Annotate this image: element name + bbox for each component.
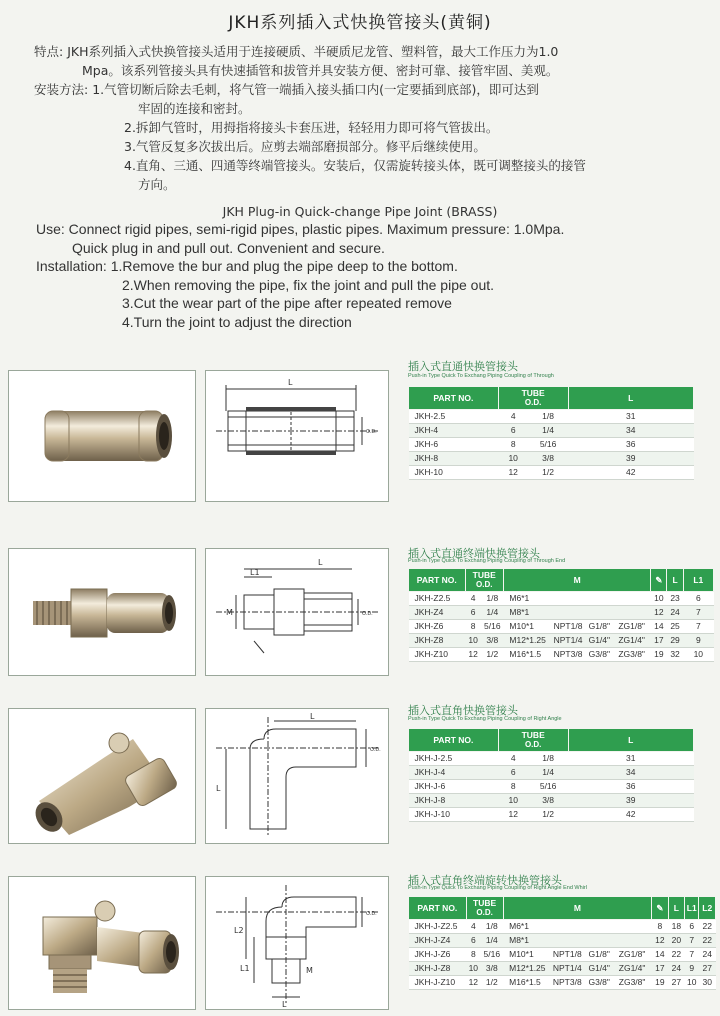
table-cell: JKH-J-Z2.5 (409, 920, 467, 934)
table-cell: 12 (466, 976, 480, 990)
table-cell: 5/16 (481, 948, 504, 962)
table-cell: G3/8" (586, 648, 612, 662)
table-cell: 1/2 (481, 648, 503, 662)
table-cell: ZG1/8" (612, 620, 650, 634)
table-cell: 17 (651, 634, 667, 648)
table-cell: 18 (668, 920, 684, 934)
col-l: L (568, 729, 693, 752)
dim-m-label: M (226, 608, 233, 617)
table-cell: ZG3/8" (613, 976, 652, 990)
right-angle-connector-image (9, 709, 195, 843)
installation-step-4: 4.Turn the joint to adjust the direction (122, 313, 352, 330)
table-cell: 22 (699, 934, 716, 948)
col-m: M (503, 897, 652, 920)
table-row (409, 934, 716, 948)
table-cell: 39 (568, 794, 693, 808)
drawing-straight-end (205, 548, 389, 676)
table-cell: 14 (651, 620, 667, 634)
table-cell: ZG1/8" (613, 948, 652, 962)
table-row (409, 780, 694, 794)
table-cell: 32 (667, 648, 683, 662)
table-cell: M8*1 (503, 606, 549, 620)
table-cell: 31 (568, 752, 693, 766)
table-cell: 1/2 (528, 466, 568, 480)
right-angle-end-technical-drawing (206, 877, 388, 1009)
table-cell: 5/16 (481, 620, 503, 634)
table-row (409, 808, 694, 822)
installation-step-2: 2.When removing the pipe, fix the joint and pull the pipe out. (122, 276, 495, 293)
table-cell: JKH-J-Z8 (409, 962, 467, 976)
col-l: L (668, 897, 684, 920)
installation-step-1: Installation: 1.Remove the bur and plug the pipe deep to the bottom. (36, 258, 458, 274)
table-cell: 10 (466, 962, 480, 976)
table-cell: JKH-2.5 (409, 410, 499, 424)
table-cell: 30 (699, 976, 716, 990)
table-cell: 10 (498, 452, 528, 466)
straight-connector-image (9, 371, 195, 501)
table-cell: 27 (668, 976, 684, 990)
table-cell: 10 (685, 976, 699, 990)
table-cell: 29 (667, 634, 683, 648)
use-line-2: Quick plug in and pull out. Convenient and secure. (72, 239, 385, 256)
col-m: M (503, 569, 650, 592)
table-cell: 10 (498, 794, 528, 808)
table-cell: M6*1 (503, 920, 549, 934)
table-cell: NPT3/8 (549, 976, 586, 990)
table-right-angle-end (408, 896, 716, 990)
dim-l1-label: L1 (240, 964, 250, 973)
table-cell (612, 606, 650, 620)
chinese-description (34, 42, 694, 194)
table-cell: M6*1 (503, 592, 549, 606)
table-cell: 12 (652, 934, 668, 948)
table-cell: JKH-Z10 (409, 648, 466, 662)
table-cell: ZG1/4" (612, 634, 650, 648)
table-cell: 3/8 (481, 962, 504, 976)
col-l2: L2 (699, 897, 716, 920)
table1-subtitle: Push-in Type Quick To Exchang Piping Coupling of Through (408, 373, 554, 379)
table-cell: JKH-J-Z10 (409, 976, 467, 990)
table-cell: JKH-10 (409, 466, 499, 480)
table-row (409, 976, 716, 990)
table-cell: 24 (667, 606, 683, 620)
table-cell: JKH-J-4 (409, 766, 499, 780)
table-cell: 3/8 (528, 452, 568, 466)
table-cell: 36 (568, 780, 693, 794)
table-row (409, 592, 714, 606)
table-cell: JKH-8 (409, 452, 499, 466)
table-cell: 42 (568, 466, 693, 480)
table-cell: 1/8 (481, 920, 504, 934)
features-label: 特点: (34, 44, 64, 59)
col-part: PART NO. (409, 387, 499, 410)
features-line-1: 特点: JKH系列插入式快换管接头适用于连接硬质、半硬质尼龙管、塑料管，最大工作压力为1.0 (34, 44, 559, 59)
table-row (409, 438, 694, 452)
table-cell: G1/8" (586, 620, 612, 634)
english-description (36, 220, 706, 331)
table-cell: JKH-Z4 (409, 606, 466, 620)
dim-m-label: M (306, 966, 313, 975)
install-line-1b: 牢固的连接和密封。 (138, 101, 251, 116)
table-row (409, 648, 714, 662)
table-cell: 8 (466, 948, 480, 962)
table-cell: 22 (699, 920, 716, 934)
table-row (409, 948, 716, 962)
table-cell: 12 (498, 466, 528, 480)
table-cell: 4 (465, 592, 481, 606)
table2-subtitle: Push-in Type Quick To Exchang Piping Coupling of Through End (408, 558, 566, 564)
table-cell: 1/2 (481, 976, 504, 990)
dim-od-label: O.D. (366, 911, 377, 917)
table-cell: NPT1/8 (549, 948, 586, 962)
drawing-right-angle (205, 708, 389, 844)
table-cell: JKH-6 (409, 438, 499, 452)
table-cell: 3/8 (528, 794, 568, 808)
table-cell: 34 (568, 766, 693, 780)
install-step-3: 3.气管反复多次拔出后。应剪去端部磨损部分。修平后继续使用。 (124, 139, 486, 154)
table-cell: 6 (498, 766, 528, 780)
table-row (409, 962, 716, 976)
page-title: JKH系列插入式快换管接头(黄铜) (228, 13, 492, 33)
table-cell: M16*1.5 (503, 648, 549, 662)
table-cell: NPT1/4 (549, 962, 586, 976)
dim-l2-label: L2 (234, 926, 244, 935)
table-cell: 10 (465, 634, 481, 648)
table-cell: 10 (651, 592, 667, 606)
table-row (409, 424, 694, 438)
table-cell: NPT1/8 (550, 620, 586, 634)
drawing-straight (205, 370, 389, 502)
install-line-1: 安装方法: 1.气管切断后除去毛刺，将气管一端插入接头插口内(一定要插到底部)，即可达到 (34, 82, 539, 97)
table-cell: 9 (685, 962, 699, 976)
table-cell: M8*1 (503, 934, 549, 948)
table-cell: 9 (683, 634, 713, 648)
table-cell (549, 934, 586, 948)
table-cell: JKH-Z2.5 (409, 592, 466, 606)
table-cell (550, 592, 586, 606)
table-cell: 12 (498, 808, 528, 822)
table-cell: G1/4" (586, 962, 613, 976)
table-cell: 19 (652, 976, 668, 990)
table-cell (586, 920, 613, 934)
table-cell: 31 (568, 410, 693, 424)
table-cell: 7 (685, 948, 699, 962)
table-cell: 6 (683, 592, 713, 606)
use-line-1: Use: Connect rigid pipes, semi-rigid pipes, plastic pipes. Maximum pressure: 1.0Mpa. (36, 221, 565, 237)
table-cell: 12 (465, 648, 481, 662)
table-cell: 1/8 (481, 592, 503, 606)
table-cell (586, 592, 612, 606)
table-cell: 7 (683, 620, 713, 634)
table-row (409, 606, 714, 620)
table-cell: 5/16 (528, 780, 568, 794)
dim-l-label: L (318, 558, 323, 567)
install-label: 安装方法: (34, 82, 89, 97)
table-cell (612, 592, 650, 606)
col-part: PART NO. (409, 569, 466, 592)
table-cell: ZG1/4" (613, 962, 652, 976)
col-tube: TUBE O.D. (498, 729, 568, 752)
col-wrench (652, 897, 668, 920)
table-cell: NPT1/4 (550, 634, 586, 648)
table-row (409, 634, 714, 648)
table-row (409, 452, 694, 466)
dim-l1-label: L1 (250, 568, 260, 577)
table-straight (408, 386, 694, 480)
table-cell: M10*1 (503, 620, 549, 634)
table-cell: 1/4 (481, 934, 504, 948)
table-cell: 23 (667, 592, 683, 606)
straight-end-technical-drawing (206, 549, 388, 675)
table-cell: M10*1 (503, 948, 549, 962)
table-cell: 1/4 (528, 766, 568, 780)
dim-od-label: O.D. (362, 611, 373, 617)
straight-end-connector-image (9, 549, 195, 675)
table-cell (586, 934, 613, 948)
english-title: JKH Plug-in Quick-change Pipe Joint (BRASS) (222, 204, 498, 219)
table-cell: JKH-J-10 (409, 808, 499, 822)
table-cell: 36 (568, 438, 693, 452)
table-cell: 4 (498, 752, 528, 766)
table-cell: 14 (652, 948, 668, 962)
right-angle-end-connector-image (9, 877, 195, 1009)
table-header (409, 729, 694, 752)
table-cell: ZG3/8" (612, 648, 650, 662)
table4-title: 插入式直角终端旋转快换管接头 (408, 874, 562, 887)
table-row (409, 466, 694, 480)
table-cell: 25 (667, 620, 683, 634)
table-cell: 24 (668, 962, 684, 976)
col-part: PART NO. (409, 729, 499, 752)
table-row (409, 794, 694, 808)
table-cell: G1/4" (586, 634, 612, 648)
table-cell (613, 934, 652, 948)
col-l: L (568, 387, 693, 410)
table-cell: M16*1.5 (503, 976, 549, 990)
table-row (409, 766, 694, 780)
table-cell: 24 (699, 948, 716, 962)
drawing-right-angle-end (205, 876, 389, 1010)
table-cell: 10 (683, 648, 713, 662)
install-step-4: 4.直角、三通、四通等终端管接头。安装后，仅需旋转接头体，既可调整接头的接管 (124, 158, 586, 173)
table-cell: 8 (652, 920, 668, 934)
table-cell: 8 (465, 620, 481, 634)
product-photo-right-angle (8, 708, 196, 844)
table2-title: 插入式直通终端快换管接头 (408, 547, 540, 560)
table-row (409, 920, 716, 934)
features-line-2: Mpa。该系列管接头具有快速插管和拔管并具安装方便、密封可靠、接管牢固、美观。 (82, 63, 559, 78)
table-cell: 22 (668, 948, 684, 962)
col-l: L (667, 569, 683, 592)
wrench-icon: ✎ (655, 575, 663, 585)
table-cell: 6 (498, 424, 528, 438)
table-cell: 12 (651, 606, 667, 620)
table3-subtitle: Push-in Type Quick To Exchang Piping Coupling of Right Angle (408, 716, 562, 722)
dim-od-label: O.D. (370, 747, 381, 753)
table-cell: 39 (568, 452, 693, 466)
col-tube: TUBE O.D. (465, 569, 503, 592)
installation-step-3: 3.Cut the wear part of the pipe after repeated remove (122, 295, 452, 311)
col-part: PART NO. (409, 897, 467, 920)
table-cell: 34 (568, 424, 693, 438)
table-cell: 20 (668, 934, 684, 948)
table-cell: 8 (498, 780, 528, 794)
table-cell: 8 (498, 438, 528, 452)
straight-technical-drawing (206, 371, 388, 501)
table-cell: 19 (651, 648, 667, 662)
table3-title: 插入式直角快换管接头 (408, 704, 518, 717)
table-cell: JKH-J-Z4 (409, 934, 467, 948)
product-photo-straight (8, 370, 196, 502)
table-cell: JKH-J-Z6 (409, 948, 467, 962)
table-cell: 6 (466, 934, 480, 948)
product-photo-straight-end (8, 548, 196, 676)
table-cell: 1/8 (528, 752, 568, 766)
table-cell: 5/16 (528, 438, 568, 452)
dim-l-label: L (282, 1000, 287, 1009)
table1-title: 插入式直通快换管接头 (408, 360, 518, 373)
col-wrench (651, 569, 667, 592)
table-cell (549, 920, 586, 934)
product-photo-right-angle-end (8, 876, 196, 1010)
col-tube: TUBE O.D. (498, 387, 568, 410)
table-cell: G3/8" (586, 976, 613, 990)
table-cell: 6 (465, 606, 481, 620)
table4-subtitle: Push-in Type Quick To Exchang Piping Coupling of Right Angle End Whirl (408, 885, 587, 891)
table-cell: JKH-J-2.5 (409, 752, 499, 766)
table-cell: 17 (652, 962, 668, 976)
table-cell: G1/8" (586, 948, 613, 962)
table-cell: JKH-J-6 (409, 780, 499, 794)
table-cell: 42 (568, 808, 693, 822)
install-step-4b: 方向。 (138, 177, 176, 192)
table-cell: JKH-Z8 (409, 634, 466, 648)
table-header (409, 387, 694, 410)
wrench-icon: ✎ (656, 903, 664, 913)
table-cell: 27 (699, 962, 716, 976)
dim-l-vertical-label: L (216, 784, 221, 793)
table-cell: NPT3/8 (550, 648, 586, 662)
dim-od-label: O.D. (366, 429, 377, 435)
table-right-angle (408, 728, 694, 822)
col-tube: TUBE O.D. (466, 897, 503, 920)
col-l1: L1 (685, 897, 699, 920)
table-cell: JKH-J-8 (409, 794, 499, 808)
col-l1: L1 (683, 569, 713, 592)
table-header (409, 897, 716, 920)
table-cell: JKH-Z6 (409, 620, 466, 634)
dim-l-label: L (310, 712, 315, 721)
table-row (409, 410, 694, 424)
table-straight-end (408, 568, 714, 662)
table-cell (613, 920, 652, 934)
table-cell: 4 (498, 410, 528, 424)
table-cell: 7 (683, 606, 713, 620)
table-cell (550, 606, 586, 620)
table-cell: M12*1.25 (503, 634, 549, 648)
table-cell: 1/4 (528, 424, 568, 438)
table-cell: 7 (685, 934, 699, 948)
table-row (409, 620, 714, 634)
right-angle-technical-drawing (206, 709, 388, 843)
table-cell: 1/2 (528, 808, 568, 822)
table-cell (586, 606, 612, 620)
dim-l-label: L (288, 378, 293, 387)
table-cell: 4 (466, 920, 480, 934)
table-row (409, 752, 694, 766)
table-cell: 3/8 (481, 634, 503, 648)
table-cell: M12*1.25 (503, 962, 549, 976)
table-header (409, 569, 714, 592)
table-cell: JKH-4 (409, 424, 499, 438)
install-step-2: 2.拆卸气管时，用拇指将接头卡套压进，轻轻用力即可将气管拔出。 (124, 120, 499, 135)
table-cell: 1/4 (481, 606, 503, 620)
table-cell: 1/8 (528, 410, 568, 424)
table-cell: 6 (685, 920, 699, 934)
